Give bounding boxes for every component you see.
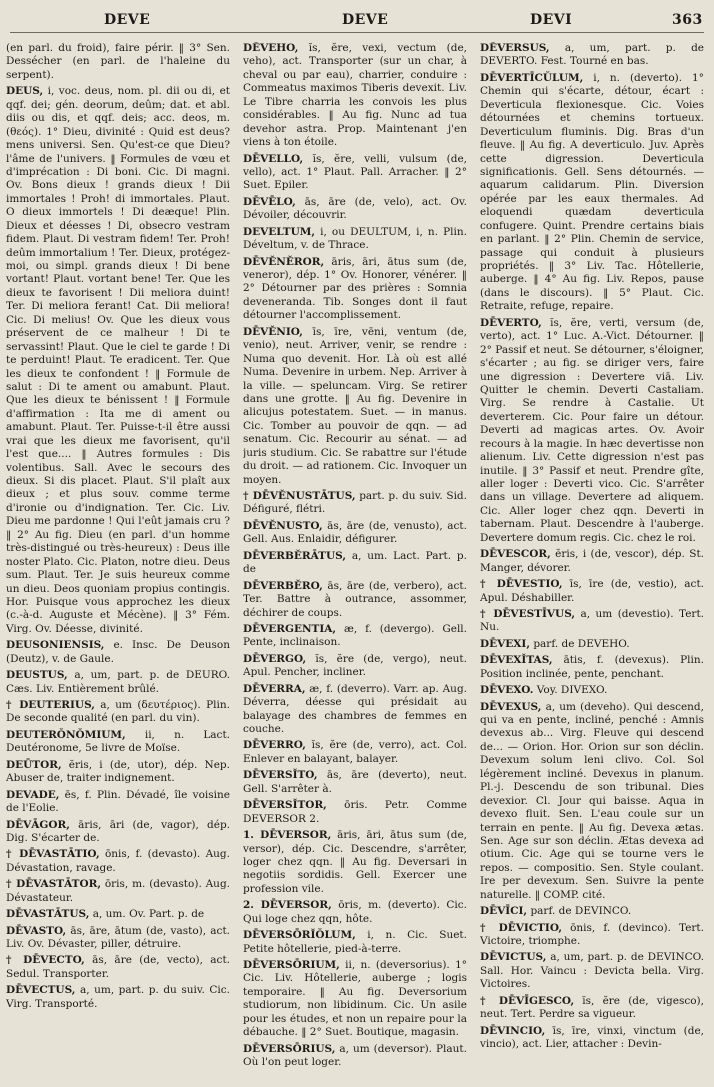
entry-text: parf. de DEVEHO. bbox=[533, 637, 630, 650]
dictionary-entry bbox=[243, 653, 467, 680]
entry-headword: DĒVĔNUSTO, bbox=[243, 519, 323, 532]
dictionary-entry bbox=[480, 701, 704, 903]
entry-headword: DĒVEXUS, bbox=[480, 700, 542, 713]
dictionary-entry bbox=[243, 326, 467, 487]
dictionary-entry bbox=[243, 490, 467, 517]
entry-text: ās, āre (de, verbero), act. Ter. Battre à outrance, assommer, déchirer de coups. bbox=[243, 579, 467, 619]
entry-headword: DĒVĔNIO, bbox=[243, 325, 303, 338]
entry-headword: DĒVERBĔRĀTUS, bbox=[243, 549, 346, 562]
dictionary-entry bbox=[480, 72, 704, 314]
entry-headword: DĒVĀGOR, bbox=[6, 818, 70, 831]
dictionary-entry bbox=[243, 580, 467, 620]
entry-headword: DĒVERBĔRO, bbox=[243, 579, 323, 592]
entry-text: āris, āri, ātus sum (de, versor), dép. Cic. Descendre, s'arrêter, loger chez qqn. ‖ Au fig. Deversari in negotiis sordidis. Gell. Exercer une profession vile. bbox=[243, 829, 467, 895]
entry-text: (en parl. du froid), faire périr. ‖ 3° Sen. Dessécher (en parl. de l'haleine du serpent). bbox=[6, 42, 230, 81]
entry-text: a, um, part. p. du suiv. Cic. Virg. Transporté. bbox=[6, 984, 230, 1010]
dictionary-entry bbox=[243, 550, 467, 577]
entry-headword: DĒVERRO, bbox=[243, 739, 306, 752]
entry-headword: DĒVERRA, bbox=[243, 682, 306, 695]
entry-text: a, um. Ov. Part. p. de bbox=[92, 908, 205, 921]
entry-text: ĕris, i (de, utor), dép. Nep. Abuser de, traiter indignement. bbox=[6, 758, 230, 785]
entry-text: i, n. Cic. Suet. Petite hôtellerie, pied-à-terre. bbox=[243, 929, 467, 955]
entry-headword: DĒVESCOR, bbox=[480, 548, 551, 561]
entry-text: ii, n. Lact. Deutéronome, 5e livre de Moïse. bbox=[6, 728, 230, 755]
entry-text: a, um, part. p. de DEVINCO. Sall. Hor. Vaincu : Devicta bella. Virg. Victoires. bbox=[480, 951, 704, 991]
dictionary-entry bbox=[6, 42, 230, 82]
dictionary-entry bbox=[6, 729, 230, 756]
dictionary-entry bbox=[243, 799, 467, 826]
entry-headword: DĒVERSŌRIUM, bbox=[243, 959, 340, 971]
dictionary-entry bbox=[480, 638, 704, 651]
entry-text: ĕris, i (de, vescor), dép. St. Manger, dévorer. bbox=[480, 548, 704, 574]
entry-text: ātis, f. (devexus). Plin. Position inclinée, pente, penchant. bbox=[480, 654, 704, 680]
entry-headword: † DĒVICTIO, bbox=[480, 921, 563, 934]
dictionary-entry bbox=[243, 256, 467, 323]
running-head-center: DEVE bbox=[342, 12, 389, 28]
entry-headword: 2. DĒVERSOR, bbox=[243, 899, 332, 912]
running-head-right: DEVI bbox=[530, 12, 573, 28]
entry-text: ĭs, ĕre (de, verro), act. Col. Enlever en balayant, balayer. bbox=[243, 739, 467, 765]
entry-text: Voy. DIVEXO. bbox=[536, 684, 608, 697]
entry-text: ĭs, ĕre, vexi, vectum (de, veho), act. Transporter (sur un char, à cheval ou par eau), charrier, conduire : Commeatus maximos Tiberis devexit. Liv. Le Tibre charria les convois les plus considérables. ‖ Au fig. Nunc ad tua devehor astra. Prop. Maintenant j'en viens à ton étoile. bbox=[243, 42, 467, 149]
entry-text: ās, āre, ātum (de, vasto), act. Liv. Ov. Dévaster, piller, détruire. bbox=[6, 924, 230, 950]
entry-text: a, um (deveho). Qui descend, qui va en pente, incliné, penché : Amnis devexus ab... Virg. Fleuve qui descend de... — Orion. Hor. Orion sur son déclin. Devexum solum leni clivo. Col. Sol légèrement incliné. Devexus in planum. Pl.-j. Descendu de son tribunal. Dies devexior. Cl. Jour qui baisse. Aqua in devexo fluit. Sen. L'eau coule sur un terrain en pente. ‖ Au fig. Devexa ætas. Sen. Age sur son déclin. Ætas devexa ad otium. Cic. Age qui se tourne vers le repos. — compositio. Sen. Style coulant. Ire per devexum. Sen. Suivre la pente naturelle. ‖ COMP. cité. bbox=[480, 700, 704, 901]
entry-headword: DĒVERSUS, bbox=[480, 42, 550, 54]
dictionary-entry bbox=[243, 1043, 467, 1070]
entry-text: īs, īre, vinxi, vinctum (de, vincio), act. Lier, attacher : Devin- bbox=[480, 1024, 704, 1051]
dictionary-entry bbox=[243, 739, 467, 766]
entry-headword: † DĒVASTĀTOR, bbox=[6, 878, 102, 891]
entry-headword: † DĒVĔNUSTĀTUS, bbox=[243, 490, 356, 502]
dictionary-entry bbox=[480, 608, 704, 635]
dictionary-entry bbox=[6, 908, 230, 921]
dictionary-entry bbox=[6, 85, 230, 636]
dictionary-entry bbox=[6, 848, 230, 875]
entry-headword: DĒVECTUS, bbox=[6, 984, 76, 997]
entry-headword: DEVELTUM, bbox=[243, 225, 316, 238]
entry-text: āris, āri (de, vagor), dép. Dig. S'écarter de. bbox=[6, 818, 230, 844]
running-head-left: DEVE bbox=[104, 12, 151, 28]
dictionary-entry bbox=[6, 954, 230, 981]
entry-text: ĭs, ĕre (de, vigesco), neut. Tert. Perdre sa vigueur. bbox=[480, 994, 704, 1021]
entry-headword: 1. DĒVERSOR, bbox=[243, 829, 332, 842]
entry-headword: DĒVEHO, bbox=[243, 42, 299, 54]
entry-text: æ, f. (devergo). Gell. Pente, inclinaison. bbox=[243, 622, 467, 649]
dictionary-entry bbox=[480, 317, 704, 545]
entry-text: ās, āre (de, vecto), act. Sedul. Transporter. bbox=[6, 954, 230, 980]
entry-headword: DĒVERSĬTOR, bbox=[243, 799, 327, 812]
entry-headword: DEUSONIENSIS, bbox=[6, 639, 105, 652]
entry-headword: DĒVEXO. bbox=[480, 684, 534, 697]
entry-text: ās, āre (deverto), neut. Gell. S'arrêter à. bbox=[243, 769, 467, 795]
dictionary-entry bbox=[480, 951, 704, 991]
entry-text: æ, f. (deverro). Varr. ap. Aug. Déverra, déesse qui présidait au balayage des chambres de femmes en couche. bbox=[243, 682, 467, 735]
entry-text: ēs, f. Plin. Dévadé, île voisine de l'Eolie. bbox=[6, 788, 230, 815]
entry-headword: DĒVERGO, bbox=[243, 652, 307, 665]
entry-headword: DĒVELLO, bbox=[243, 152, 304, 165]
dictionary-entry bbox=[6, 878, 230, 905]
entry-headword: DĒVĒLO, bbox=[243, 195, 296, 208]
entry-headword: DEVADE, bbox=[6, 788, 60, 801]
entry-text: āris, āri, ātus sum (de, veneror), dép. 1° Ov. Honorer, vénérer. ‖ 2° Détourner par des prières : Somnia deveneranda. Tib. Songes dont il faut détourner l'accomplissement. bbox=[243, 255, 467, 322]
dictionary-entry bbox=[243, 829, 467, 896]
entry-headword: † DEUTERIUS, bbox=[6, 699, 95, 711]
entry-text: part. p. du suiv. Sid. Défiguré, flétri. bbox=[243, 490, 467, 516]
entry-text: a, um (devestio). Tert. Nu. bbox=[480, 607, 704, 634]
dictionary-entry bbox=[243, 42, 467, 150]
dictionary-entry bbox=[6, 759, 230, 786]
column-1 bbox=[6, 42, 230, 1080]
entry-headword: DĒVEXI, bbox=[480, 637, 530, 650]
dictionary-entry bbox=[480, 1025, 704, 1052]
dictionary-entry bbox=[6, 789, 230, 816]
column-3 bbox=[480, 42, 704, 1080]
entry-text: ās, āre (de, venusto), act. Gell. Aus. Enlaidir, défigurer. bbox=[243, 519, 467, 546]
entry-text: ōnis, f. (devinco). Tert. Victoire, triomphe. bbox=[480, 921, 704, 947]
dictionary-entry bbox=[480, 905, 704, 918]
dictionary-entry bbox=[243, 769, 467, 796]
entry-headword: † DĒVESTĪVUS, bbox=[480, 607, 576, 620]
dictionary-entry bbox=[6, 639, 230, 666]
dictionary-entry bbox=[243, 929, 467, 956]
entry-headword: DĒVINCIO, bbox=[480, 1024, 546, 1037]
header-rule bbox=[10, 32, 704, 33]
entry-headword: DĒVERSŌRĬŎLUM, bbox=[243, 929, 356, 942]
entry-headword: DEUSTUS, bbox=[6, 669, 68, 682]
dictionary-entry bbox=[243, 196, 467, 223]
entry-headword: † DĒVECTO, bbox=[6, 954, 85, 967]
page-number: 363 bbox=[672, 12, 703, 28]
entry-headword: † DĒVASTĀTIO, bbox=[6, 848, 100, 861]
entry-text: a, um, part. p. de DEVERTO. Fest. Tourné en bas. bbox=[480, 42, 704, 68]
dictionary-entry bbox=[480, 922, 704, 949]
entry-headword: DĒVĔNĔROR, bbox=[243, 255, 325, 268]
entry-headword: DĒVERSŌRIUS, bbox=[243, 1042, 336, 1055]
entry-text: ās, āre (de, velo), act. Ov. Dévoiler, découvrir. bbox=[243, 195, 467, 222]
entry-headword: † DĒVĪGESCO, bbox=[480, 994, 575, 1007]
entry-headword: † DĒVESTIO, bbox=[480, 578, 563, 591]
entry-headword: DĒVASTO, bbox=[6, 924, 67, 937]
entry-text: a, um, part. p. de DEURO. Cæs. Liv. Entièrement brûlé. bbox=[6, 669, 230, 695]
entry-headword: DĒVĪCI, bbox=[480, 905, 528, 918]
entry-headword: DĒVERTO, bbox=[480, 316, 542, 329]
dictionary-entry bbox=[243, 520, 467, 547]
entry-text: ĭs, ĕre (de, vergo), neut. Apul. Pencher, incliner. bbox=[243, 652, 467, 679]
entry-headword: DĒVASTĀTUS, bbox=[6, 908, 90, 921]
entry-text: ĭs, ĕre, velli, vulsum (de, vello), act. 1° Plaut. Pall. Arracher. ‖ 2° Suet. Epiler. bbox=[243, 152, 467, 192]
entry-text: i, n. (deverto). 1° Chemin qui s'écarte, détour, écart : Deverticula flexionesque. Cic. Voies détournées et chemins tortueux. Deverticulum fluminis. Dig. Bras d'un fleuve. ‖ Au fig. A deverticulo. Juv. Après cette digression. Deverticula significationis. Gell. Sens détournés. — aquarum calidarum. Plin. Diversion opérée par les eaux thermales. Ad eloquendi quædam deverticula confugere. Quint. Prendre certains biais en parlant. ‖ 2° Plin. Chemin de service, passage qui conduit à plusieurs propriétés. ‖ 3° Liv. Tac. Hôtellerie, auberge. ‖ 4° Au fig. Liv. Repos, pause (dans le discours). ‖ 5° Plaut. Cic. Retraite, refuge, repaire. bbox=[480, 71, 704, 313]
entry-text: ōris, m. (deverto). Cic. Qui loge chez qqn, hôte. bbox=[243, 899, 467, 925]
entry-headword: DEUS, bbox=[6, 85, 44, 98]
dictionary-entry bbox=[480, 684, 704, 697]
entry-text: a, um (deversor). Plaut. Où l'on peut loger. bbox=[243, 1042, 467, 1069]
entry-text: e. Insc. De Deuson (Deutz), v. de Gaule. bbox=[6, 639, 230, 665]
entry-headword: DEUTERŎNŎMIUM, bbox=[6, 728, 126, 741]
entry-text: i, voc. deus, nom. pl. dii ou di, et qqf. dei; gén. deorum, deûm; dat. et abl. diis ou dis, et qqf. deis; acc. deos, m. (θεός). 1° Dieu, divinité : Quid est deus? mens universi. Sen. Qu'est-ce que Dieu? l'âme de l'univers. ‖ Formules de vœu et d'imprécation : Di boni. Cic. Di magni. Ov. Bons dieux ! grands dieux ! Dii immortales ! Proh! di immortales. Plaut. O dieux immortels ! Di deæque! Plin. Dieux et déesses ! Di, obsecro vestram fidem. Plaut. Di vestram fidem! Ter. Proh! deûm immortalium ! Ter. Dieux, protégez-moi, ou simpl. grands dieux ! Di bene vortant! Plaut. vortant bene! Ter. Que les dieux te favorisent ! Dii meliora duint! Ter. Di meliora ferant! Cat. Dii meliora! Cic. Di melius! Ov. Que les dieux vous préservent de ce malheur ! Di te servassint! Plaut. Que le ciel te garde ! Di te perduint! Plaut. Te eradicent. Ter. Que les dieux te confondent ! ‖ Formule de salut : Di te ament ou amabunt. Plaut. Que les dieux te bénissent ! ‖ Formule d'affirmation : Ita me di ament ou amabunt. Plaut. Ter. Puisse-t-il être aussi vrai que les dieux me favorisent, qu'il l'est que.... ‖ Autres formules : Dis volentibus. Sall. Avec le secours des dieux. Si dis placet. Plaut. S'il plaît aux dieux ; et plus souv. comme terme d'ironie ou d'indignation. Ter. Cic. Liv. Dieu me pardonne ! Qui l'eût jamais cru ? ‖ 2° Au fig. Dieu (en parl. d'un homme très-distingué ou très-heureux) : Deus ille noster Plato. Cic. Platon, notre dieu. Deus sum. Plaut. Ter. Je suis heureux comme un dieu. Deos quoniam propius contingis. Hor. Puisque vous approchez les dieux (c.-à-d. Auguste et Mécène). ‖ 3° Fém. Virg. Ov. Déesse, divinité. bbox=[6, 85, 230, 635]
entry-headword: DEŪTOR, bbox=[6, 758, 62, 771]
entry-text: parf. de DEVINCO. bbox=[530, 905, 632, 918]
entry-headword: DĒVICTUS, bbox=[480, 951, 547, 964]
entry-headword: DĒVERTĪCŬLUM, bbox=[480, 71, 584, 84]
entry-text: ōris. Petr. Comme DEVERSOR 2. bbox=[243, 799, 467, 825]
entry-headword: DĒVERGENTIA, bbox=[243, 622, 337, 635]
dictionary-entry bbox=[243, 683, 467, 737]
dictionary-entry bbox=[243, 899, 467, 926]
dictionary-entry bbox=[480, 995, 704, 1022]
dictionary-entry bbox=[6, 819, 230, 846]
dictionary-entry bbox=[243, 226, 467, 253]
column-2 bbox=[243, 42, 467, 1080]
entry-headword: DĒVERSĬTO, bbox=[243, 769, 318, 782]
dictionary-entry bbox=[6, 925, 230, 952]
dictionary-entry bbox=[480, 42, 704, 69]
entry-text: ōris, m. (devasto). Aug. Dévastateur. bbox=[6, 878, 230, 904]
dictionary-entry bbox=[6, 669, 230, 696]
dictionary-entry bbox=[480, 548, 704, 575]
entry-text: ĭs, ĕre, verti, versum (de, verto), act. 1° Luc. A.-Vict. Détourner. ‖ 2° Passif et neut. Se détourner, s'éloigner, s'écarter ; au fig. se diriger vers, faire une digression : Devertere viā. Liv. Quitter le chemin. Deverti Castaliam. Virg. Se rendre à Castalie. Ut deverterem. Cic. Pour faire un détour. Deverti ad magicas artes. Ov. Avoir recours à la magie. In hæc devertisse non alienum. Liv. Cette digression n'est pas inutile. ‖ 3° Passif et neut. Prendre gîte, aller loger : Deverti vico. Cic. S'arrêter dans un village. Devertere ad aliquem. Cic. Aller loger chez qqn. Deverti in tabernam. Plaut. Descendre à l'auberge. Devertere domum regis. Cic. chez le roi. bbox=[480, 316, 704, 544]
dictionary-entry bbox=[480, 654, 704, 681]
dictionary-entry bbox=[480, 578, 704, 605]
dictionary-entry bbox=[243, 959, 467, 1040]
dictionary-entry bbox=[6, 984, 230, 1011]
dictionary-entry bbox=[243, 623, 467, 650]
entry-text: a, um. Lact. Part. p. de bbox=[243, 549, 467, 576]
dictionary-entry bbox=[6, 699, 230, 726]
entry-text: a, um (δευτέριος). Plin. De seconde qualité (en parl. du vin). bbox=[6, 699, 230, 725]
entry-text: īs, īre (de, vestio), act. Apul. Déshabiller. bbox=[480, 578, 704, 604]
entry-text: i, ou DEULTUM, i, n. Plin. Déveltum, v. de Thrace. bbox=[243, 225, 467, 252]
entry-headword: DĒVEXĬTAS, bbox=[480, 654, 553, 667]
entry-text: ōnis, f. (devasto). Aug. Dévastation, ravage. bbox=[6, 848, 230, 874]
entry-text: ii, n. (deversorius). 1° Cic. Liv. Hôtellerie, auberge ; logis temporaire. ‖ Au fig. Deversorium studiorum, non libidinum. Cic. Un asile pour les études, et non un repaire pour la débauche. ‖ 2° Suet. Boutique, magasin. bbox=[243, 959, 467, 1039]
dictionary-entry bbox=[243, 153, 467, 193]
entry-text: īs, īre, vēni, ventum (de, venio), neut. Arriver, venir, se rendre : Numa quo devenit. Hor. Là où est allé Numa. Devenire in urbem. Nep. Arriver à la ville. — speluncam. Virg. Se retirer dans une grotte. ‖ Au fig. Devenire in alicujus potestatem. Suet. — in manus. Cic. Tomber au pouvoir de qqn. — ad senatum. Cic. Recourir au sénat. — ad juris studium. Cic. Se rabattre sur l'étude du droit. — ad rationem. Cic. Invoquer un moyen. bbox=[243, 325, 467, 486]
